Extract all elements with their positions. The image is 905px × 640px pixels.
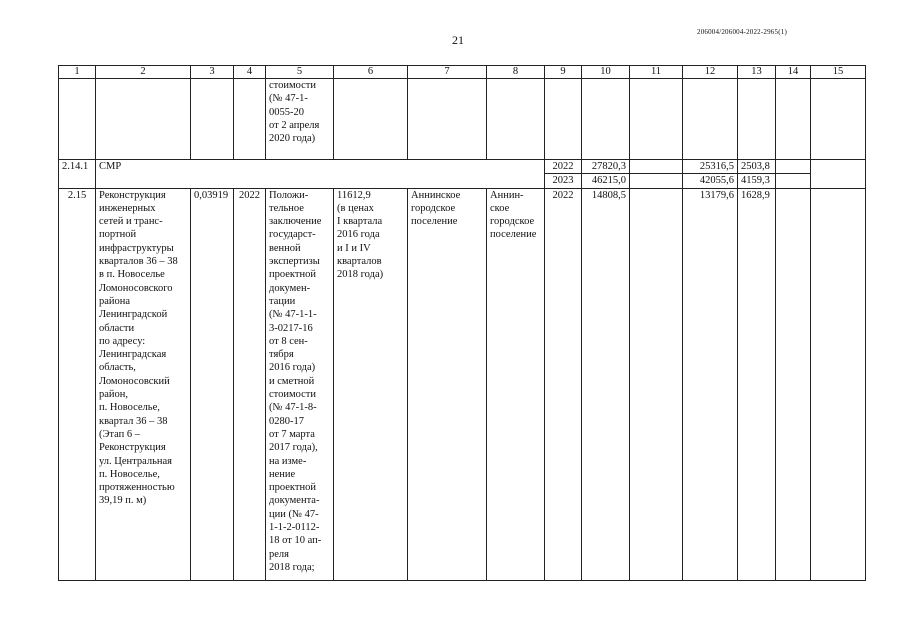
header-cell: 3 bbox=[191, 66, 234, 79]
customer-text: Аннин- ское городское поселение bbox=[487, 188, 545, 580]
header-cell: 9 bbox=[545, 66, 582, 79]
value-cell bbox=[630, 188, 683, 580]
header-cell: 11 bbox=[630, 66, 683, 79]
header-cell: 4 bbox=[234, 66, 266, 79]
value-cell: 0,03919 bbox=[191, 188, 234, 580]
header-cell: 1 bbox=[59, 66, 96, 79]
header-cell: 5 bbox=[266, 66, 334, 79]
document-id: 206004/206004-2022-2965(1) bbox=[697, 28, 787, 36]
header-cell: 12 bbox=[683, 66, 738, 79]
year-cell: 2022 bbox=[545, 160, 582, 174]
value-cell bbox=[811, 188, 866, 580]
row-2-15 bbox=[59, 188, 866, 580]
year-cell: 2022 bbox=[545, 188, 582, 580]
value-cell: 25316,5 bbox=[683, 160, 738, 174]
row-2-14-1-line-1 bbox=[59, 160, 866, 174]
header-cell: 13 bbox=[738, 66, 776, 79]
municipality-text: Аннинское городское поселение bbox=[408, 188, 487, 580]
page-number: 21 bbox=[452, 33, 464, 47]
value-cell: 2503,8 bbox=[738, 160, 776, 174]
value-cell: 42055,6 bbox=[683, 174, 738, 188]
header-cell: 8 bbox=[487, 66, 545, 79]
header-row bbox=[59, 66, 866, 79]
header-cell: 14 bbox=[776, 66, 811, 79]
row-number: 2.14.1 bbox=[59, 160, 96, 189]
header-cell: 2 bbox=[96, 66, 191, 79]
cont-col5-text: стоимости (№ 47-1- 0055-20 от 2 апреля 2020 года) bbox=[266, 79, 334, 160]
header-cell: 10 bbox=[582, 66, 630, 79]
header-cell: 6 bbox=[334, 66, 408, 79]
value-cell: 4159,3 bbox=[738, 174, 776, 188]
year-cell: 2022 bbox=[234, 188, 266, 580]
value-cell bbox=[776, 188, 811, 580]
value-cell: 13179,6 bbox=[683, 188, 738, 580]
value-cell: 46215,0 bbox=[582, 174, 630, 188]
continuation-row bbox=[59, 79, 866, 160]
approval-text: Положи- тельное заключение государст- венной экспертизы проектной докумен- тации (№ 47-1-1- 3-0217-16 от 8 сен- тября 2016 года) и сметной стоимости (№ 47-1-8- 0280-17 от 7 марта 2017 года), на изме- нение проектной документа- ции (№ 47- 1-1-2-0112- 18 от 10 ап- реля 2018 года; bbox=[266, 188, 334, 580]
data-table bbox=[58, 65, 866, 581]
header-cell: 15 bbox=[811, 66, 866, 79]
year-cell: 2023 bbox=[545, 174, 582, 188]
row-number: 2.15 bbox=[59, 188, 96, 580]
value-cell: 27820,3 bbox=[582, 160, 630, 174]
header-cell: 7 bbox=[408, 66, 487, 79]
cost-text: 11612,9 (в ценах I квартала 2016 года и I и IV кварталов 2018 года) bbox=[334, 188, 408, 580]
row-name: СМР bbox=[96, 160, 545, 189]
value-cell: 14808,5 bbox=[582, 188, 630, 580]
value-cell: 1628,9 bbox=[738, 188, 776, 580]
row-name: Реконструкция инженерных сетей и транс- портной инфраструктуры кварталов 36 – 38 в п. Новоселье Ломоносовского района Ленинградской области по адресу: Ленинградская область, Ломоносовский район, п. Новоселье, квартал 36 – 38 (Этап 6 – Реконструкция ул. Центральная п. Новоселье, протяженностью 39,19 п. м) bbox=[96, 188, 191, 580]
